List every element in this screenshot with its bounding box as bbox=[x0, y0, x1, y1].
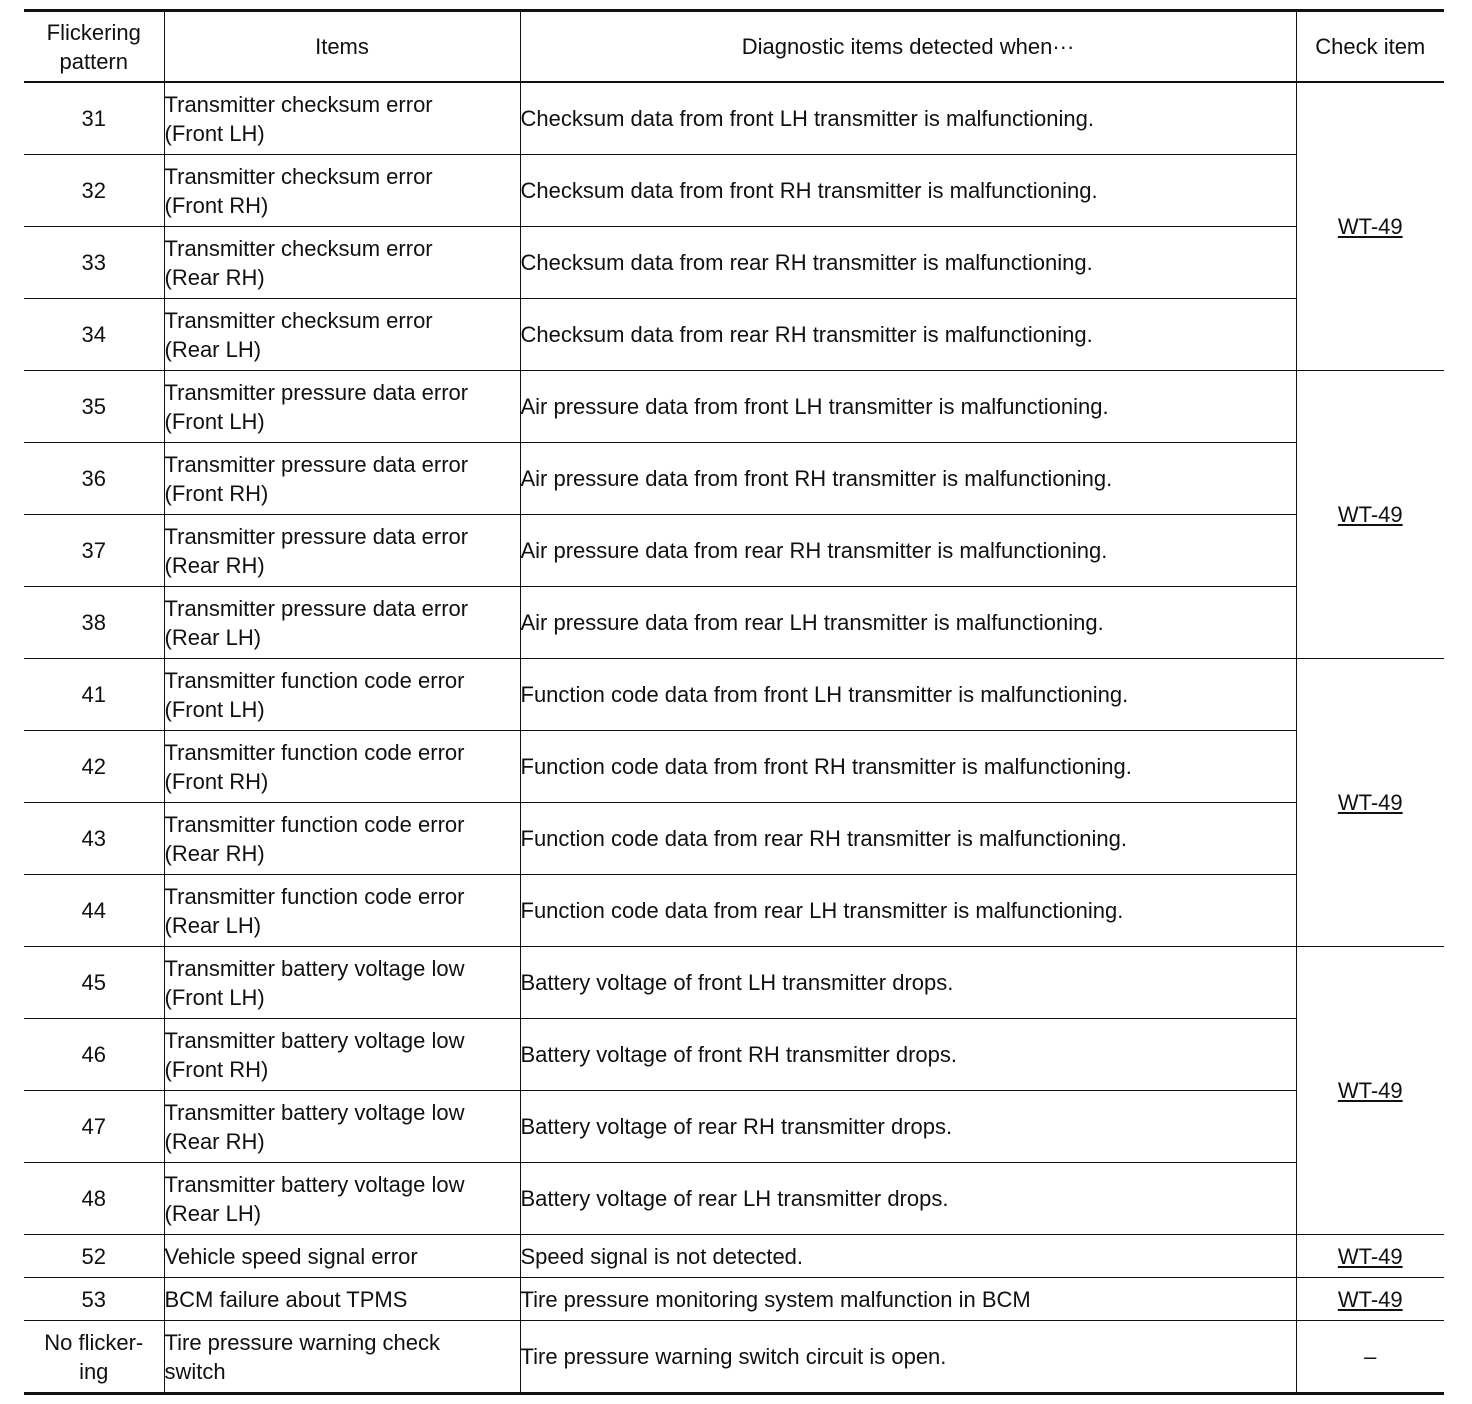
item-cell bbox=[164, 731, 520, 803]
table-row bbox=[24, 443, 1444, 515]
item-line: Transmitter battery voltage low bbox=[164, 1027, 465, 1053]
check-item-link[interactable]: WT-49 bbox=[1337, 790, 1403, 815]
flicker-code: 34 bbox=[24, 299, 164, 371]
item-cell bbox=[164, 875, 520, 947]
item-line: (Front LH) bbox=[164, 408, 265, 434]
flicker-code: 47 bbox=[24, 1091, 164, 1163]
description-cell: Function code data from front RH transmitter is malfunctioning. bbox=[520, 731, 1296, 803]
check-item-cell bbox=[1296, 82, 1444, 371]
description-cell: Battery voltage of rear RH transmitter drops. bbox=[520, 1091, 1296, 1163]
flicker-code: 35 bbox=[24, 371, 164, 443]
item-line: Transmitter battery voltage low bbox=[164, 1099, 465, 1125]
table-row bbox=[24, 1235, 1444, 1278]
item-line: (Front RH) bbox=[164, 192, 269, 218]
flicker-code bbox=[24, 1321, 164, 1394]
flicker-code: 36 bbox=[24, 443, 164, 515]
table-row bbox=[24, 731, 1444, 803]
item-cell bbox=[164, 227, 520, 299]
table-row bbox=[24, 155, 1444, 227]
item-line: Transmitter battery voltage low bbox=[164, 955, 465, 981]
check-item-cell bbox=[1296, 371, 1444, 659]
item-line: Transmitter checksum error bbox=[164, 163, 433, 189]
table-row bbox=[24, 82, 1444, 155]
description-cell: Air pressure data from rear LH transmitter is malfunctioning. bbox=[520, 587, 1296, 659]
item-line: switch bbox=[164, 1358, 226, 1384]
item-line: Transmitter pressure data error bbox=[164, 379, 469, 405]
item-line: Transmitter function code error bbox=[164, 667, 465, 693]
item-line: Transmitter pressure data error bbox=[164, 451, 469, 477]
table-row bbox=[24, 1278, 1444, 1321]
header-items: Items bbox=[164, 11, 520, 83]
code-line: No flicker- bbox=[44, 1329, 144, 1355]
description-cell: Battery voltage of front LH transmitter drops. bbox=[520, 947, 1296, 1019]
flicker-code: 43 bbox=[24, 803, 164, 875]
flicker-code: 53 bbox=[24, 1278, 164, 1321]
table-row bbox=[24, 803, 1444, 875]
diagnostic-table bbox=[24, 9, 1444, 1395]
item-cell: Vehicle speed signal error bbox=[164, 1235, 520, 1278]
item-line: (Front RH) bbox=[164, 1056, 269, 1082]
item-line: Transmitter checksum error bbox=[164, 307, 433, 333]
item-line: (Rear RH) bbox=[164, 552, 265, 578]
description-cell: Tire pressure monitoring system malfunction in BCM bbox=[520, 1278, 1296, 1321]
header-flickering-pattern: Flickering pattern bbox=[24, 11, 164, 83]
description-cell: Function code data from front LH transmitter is malfunctioning. bbox=[520, 659, 1296, 731]
code-line: ing bbox=[79, 1358, 109, 1384]
item-line: Transmitter function code error bbox=[164, 739, 465, 765]
check-item-cell bbox=[1296, 1235, 1444, 1278]
flicker-code: 37 bbox=[24, 515, 164, 587]
flicker-code: 33 bbox=[24, 227, 164, 299]
flicker-code: 41 bbox=[24, 659, 164, 731]
table-row bbox=[24, 875, 1444, 947]
description-cell: Battery voltage of rear LH transmitter drops. bbox=[520, 1163, 1296, 1235]
header-diagnostic-items: Diagnostic items detected when··· bbox=[520, 11, 1296, 83]
table-row bbox=[24, 947, 1444, 1019]
item-line: Transmitter checksum error bbox=[164, 235, 433, 261]
flicker-code: 46 bbox=[24, 1019, 164, 1091]
flicker-code: 32 bbox=[24, 155, 164, 227]
check-item-cell: – bbox=[1296, 1321, 1444, 1394]
item-line: (Rear RH) bbox=[164, 264, 265, 290]
item-line: Transmitter function code error bbox=[164, 883, 465, 909]
item-line: (Rear LH) bbox=[164, 624, 262, 650]
table-row bbox=[24, 227, 1444, 299]
item-cell bbox=[164, 587, 520, 659]
item-cell bbox=[164, 1091, 520, 1163]
item-line: (Rear LH) bbox=[164, 1200, 262, 1226]
check-item-link[interactable]: WT-49 bbox=[1337, 1243, 1403, 1269]
table-row bbox=[24, 371, 1444, 443]
flicker-code: 42 bbox=[24, 731, 164, 803]
flicker-code: 31 bbox=[24, 82, 164, 155]
description-cell: Checksum data from rear RH transmitter is malfunctioning. bbox=[520, 299, 1296, 371]
item-cell bbox=[164, 371, 520, 443]
check-item-link[interactable]: WT-49 bbox=[1337, 1078, 1403, 1103]
table-row bbox=[24, 1163, 1444, 1235]
flicker-code: 38 bbox=[24, 587, 164, 659]
table-row bbox=[24, 1091, 1444, 1163]
item-line: (Front LH) bbox=[164, 696, 265, 722]
description-cell: Air pressure data from front RH transmitter is malfunctioning. bbox=[520, 443, 1296, 515]
item-line: (Front RH) bbox=[164, 768, 269, 794]
table-row bbox=[24, 1019, 1444, 1091]
item-line: Transmitter pressure data error bbox=[164, 523, 469, 549]
check-item-link[interactable]: WT-49 bbox=[1337, 214, 1403, 239]
description-cell: Function code data from rear LH transmitter is malfunctioning. bbox=[520, 875, 1296, 947]
item-line: Transmitter battery voltage low bbox=[164, 1171, 465, 1197]
item-line: Transmitter function code error bbox=[164, 811, 465, 837]
check-item-cell bbox=[1296, 659, 1444, 947]
item-line: Transmitter checksum error bbox=[164, 91, 433, 117]
flicker-code: 48 bbox=[24, 1163, 164, 1235]
description-cell: Speed signal is not detected. bbox=[520, 1235, 1296, 1278]
item-line: Tire pressure warning check bbox=[164, 1329, 441, 1355]
item-cell bbox=[164, 82, 520, 155]
item-line: (Front LH) bbox=[164, 120, 265, 146]
check-item-link[interactable]: WT-49 bbox=[1337, 1286, 1403, 1312]
table-row bbox=[24, 1321, 1444, 1394]
table-row bbox=[24, 659, 1444, 731]
item-cell bbox=[164, 443, 520, 515]
item-line: (Front LH) bbox=[164, 984, 265, 1010]
item-cell bbox=[164, 299, 520, 371]
description-cell: Tire pressure warning switch circuit is open. bbox=[520, 1321, 1296, 1394]
flicker-code: 45 bbox=[24, 947, 164, 1019]
check-item-cell bbox=[1296, 947, 1444, 1235]
item-cell: BCM failure about TPMS bbox=[164, 1278, 520, 1321]
description-cell: Checksum data from front LH transmitter is malfunctioning. bbox=[520, 82, 1296, 155]
description-cell: Air pressure data from front LH transmitter is malfunctioning. bbox=[520, 371, 1296, 443]
item-cell bbox=[164, 515, 520, 587]
item-cell bbox=[164, 1019, 520, 1091]
description-cell: Checksum data from front RH transmitter is malfunctioning. bbox=[520, 155, 1296, 227]
check-item-link[interactable]: WT-49 bbox=[1337, 502, 1403, 527]
flicker-code: 52 bbox=[24, 1235, 164, 1278]
flicker-code: 44 bbox=[24, 875, 164, 947]
item-line: Transmitter pressure data error bbox=[164, 595, 469, 621]
item-cell bbox=[164, 155, 520, 227]
item-cell bbox=[164, 947, 520, 1019]
description-cell: Function code data from rear RH transmitter is malfunctioning. bbox=[520, 803, 1296, 875]
item-cell bbox=[164, 659, 520, 731]
description-cell: Battery voltage of front RH transmitter drops. bbox=[520, 1019, 1296, 1091]
header-check-item: Check item bbox=[1296, 11, 1444, 83]
item-cell bbox=[164, 803, 520, 875]
item-line: (Rear LH) bbox=[164, 912, 262, 938]
header-row bbox=[24, 11, 1444, 83]
item-cell bbox=[164, 1321, 520, 1394]
table-row bbox=[24, 515, 1444, 587]
description-cell: Air pressure data from rear RH transmitter is malfunctioning. bbox=[520, 515, 1296, 587]
description-cell: Checksum data from rear RH transmitter is malfunctioning. bbox=[520, 227, 1296, 299]
table-row bbox=[24, 587, 1444, 659]
item-line: (Rear LH) bbox=[164, 336, 262, 362]
item-line: (Front RH) bbox=[164, 480, 269, 506]
item-line: (Rear RH) bbox=[164, 1128, 265, 1154]
item-line: (Rear RH) bbox=[164, 840, 265, 866]
table-row bbox=[24, 299, 1444, 371]
check-item-cell bbox=[1296, 1278, 1444, 1321]
item-cell bbox=[164, 1163, 520, 1235]
